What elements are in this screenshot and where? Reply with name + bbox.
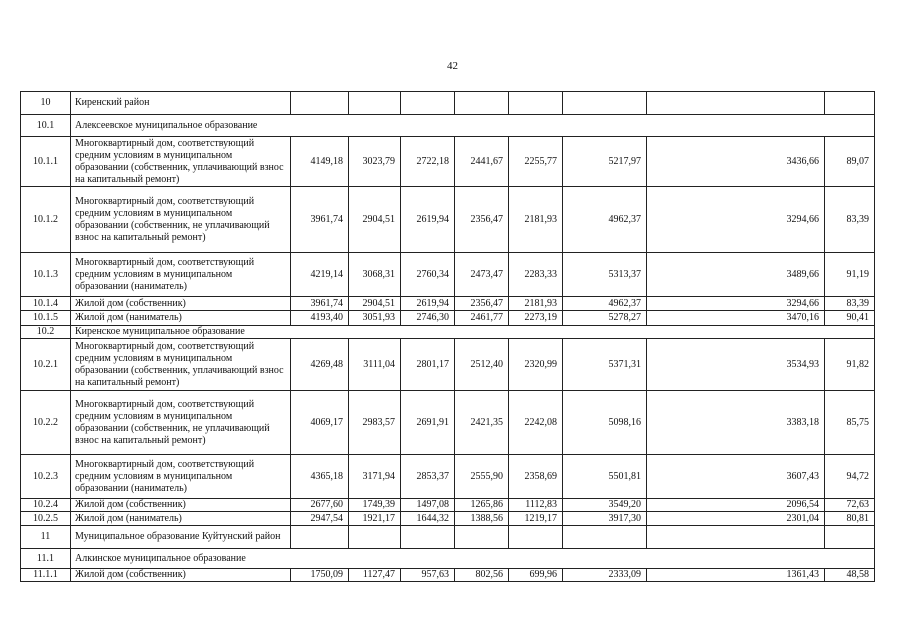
value-cell-col-4: 2555,90 <box>455 455 509 499</box>
empty-cell <box>563 526 647 549</box>
empty-cell <box>291 526 349 549</box>
value-cell-col-7: 3607,43 <box>647 455 825 499</box>
row-name: Многоквартирный дом, соответствующий средним условиям в муниципальном образовании (наниматель) <box>71 253 291 297</box>
empty-cell <box>349 92 401 115</box>
value-cell-col-5: 2255,77 <box>509 137 563 187</box>
row-code: 10.2.5 <box>21 512 71 526</box>
value-cell-col-4: 1388,56 <box>455 512 509 526</box>
value-cell-col-4: 1265,86 <box>455 499 509 512</box>
value-cell-col-1: 4219,14 <box>291 253 349 297</box>
table-row-11-1-1 <box>21 569 875 582</box>
value-cell-col-8: 91,82 <box>825 339 875 391</box>
table-row-10-2 <box>21 326 875 339</box>
value-cell-col-2: 3068,31 <box>349 253 401 297</box>
section-name: Киренское муниципальное образование <box>71 326 875 339</box>
value-cell-col-5: 2283,33 <box>509 253 563 297</box>
value-cell-col-2: 1921,17 <box>349 512 401 526</box>
value-cell-col-4: 2461,77 <box>455 311 509 326</box>
empty-cell <box>647 92 825 115</box>
table-row-10-1-4 <box>21 297 875 311</box>
value-cell-col-6: 5278,27 <box>563 311 647 326</box>
value-cell-col-3: 1497,08 <box>401 499 455 512</box>
table-row-10-2-2 <box>21 391 875 455</box>
value-cell-col-1: 4069,17 <box>291 391 349 455</box>
empty-cell <box>455 92 509 115</box>
value-cell-col-3: 2746,30 <box>401 311 455 326</box>
section-name: Алексеевское муниципальное образование <box>71 115 875 137</box>
row-code: 10 <box>21 92 71 115</box>
value-cell-col-1: 3961,74 <box>291 187 349 253</box>
row-name: Многоквартирный дом, соответствующий средним условиям в муниципальном образовании (наниматель) <box>71 455 291 499</box>
row-code: 11.1.1 <box>21 569 71 582</box>
value-cell-col-2: 2904,51 <box>349 187 401 253</box>
value-cell-col-8: 83,39 <box>825 297 875 311</box>
value-cell-col-3: 2801,17 <box>401 339 455 391</box>
value-cell-col-4: 2473,47 <box>455 253 509 297</box>
value-cell-col-1: 1750,09 <box>291 569 349 582</box>
row-code: 10.1.2 <box>21 187 71 253</box>
value-cell-col-3: 2760,34 <box>401 253 455 297</box>
table-row-10-2-5 <box>21 512 875 526</box>
value-cell-col-8: 83,39 <box>825 187 875 253</box>
empty-cell <box>647 526 825 549</box>
value-cell-col-8: 48,58 <box>825 569 875 582</box>
empty-cell <box>401 526 455 549</box>
value-cell-col-8: 90,41 <box>825 311 875 326</box>
value-cell-col-2: 3023,79 <box>349 137 401 187</box>
table-row-10-2-4 <box>21 499 875 512</box>
value-cell-col-1: 4149,18 <box>291 137 349 187</box>
value-cell-col-7: 3294,66 <box>647 297 825 311</box>
value-cell-col-4: 2512,40 <box>455 339 509 391</box>
value-cell-col-2: 1749,39 <box>349 499 401 512</box>
value-cell-col-1: 4365,18 <box>291 455 349 499</box>
value-cell-col-8: 85,75 <box>825 391 875 455</box>
value-cell-col-1: 4269,48 <box>291 339 349 391</box>
value-cell-col-3: 2853,37 <box>401 455 455 499</box>
row-code: 10.1.3 <box>21 253 71 297</box>
value-cell-col-6: 3549,20 <box>563 499 647 512</box>
value-cell-col-3: 2619,94 <box>401 297 455 311</box>
value-cell-col-6: 5371,31 <box>563 339 647 391</box>
region-name: Киренский район <box>71 92 291 115</box>
value-cell-col-8: 94,72 <box>825 455 875 499</box>
table-row-10 <box>21 92 875 115</box>
empty-cell <box>563 92 647 115</box>
value-cell-col-2: 2983,57 <box>349 391 401 455</box>
table-body <box>21 92 875 582</box>
table-row-10-1-1 <box>21 137 875 187</box>
value-cell-col-5: 699,96 <box>509 569 563 582</box>
row-name: Многоквартирный дом, соответствующий средним условиям в муниципальном образовании (собственник, уплачивающий взнос на капитальный ремонт) <box>71 339 291 391</box>
value-cell-col-1: 2677,60 <box>291 499 349 512</box>
value-cell-col-5: 2358,69 <box>509 455 563 499</box>
value-cell-col-2: 3171,94 <box>349 455 401 499</box>
row-code: 10.1 <box>21 115 71 137</box>
table-row-10-1-2 <box>21 187 875 253</box>
value-cell-col-5: 2273,19 <box>509 311 563 326</box>
value-cell-col-6: 3917,30 <box>563 512 647 526</box>
empty-cell <box>401 92 455 115</box>
value-cell-col-5: 1112,83 <box>509 499 563 512</box>
value-cell-col-7: 3534,93 <box>647 339 825 391</box>
row-code: 10.2.2 <box>21 391 71 455</box>
value-cell-col-5: 2242,08 <box>509 391 563 455</box>
value-cell-col-6: 5313,37 <box>563 253 647 297</box>
value-cell-col-2: 1127,47 <box>349 569 401 582</box>
value-cell-col-4: 2356,47 <box>455 187 509 253</box>
table-row-11 <box>21 526 875 549</box>
value-cell-col-7: 2096,54 <box>647 499 825 512</box>
value-cell-col-4: 2441,67 <box>455 137 509 187</box>
value-cell-col-8: 91,19 <box>825 253 875 297</box>
empty-cell <box>349 526 401 549</box>
row-code: 10.2.3 <box>21 455 71 499</box>
value-cell-col-7: 2301,04 <box>647 512 825 526</box>
empty-cell <box>509 526 563 549</box>
row-code: 10.2.4 <box>21 499 71 512</box>
row-code: 10.1.1 <box>21 137 71 187</box>
value-cell-col-7: 1361,43 <box>647 569 825 582</box>
empty-cell <box>509 92 563 115</box>
value-cell-col-7: 3470,16 <box>647 311 825 326</box>
value-cell-col-7: 3383,18 <box>647 391 825 455</box>
row-code: 10.1.4 <box>21 297 71 311</box>
table-row-10-2-3 <box>21 455 875 499</box>
value-cell-col-1: 4193,40 <box>291 311 349 326</box>
page-number: 42 <box>447 60 458 72</box>
row-name: Жилой дом (наниматель) <box>71 512 291 526</box>
value-cell-col-7: 3294,66 <box>647 187 825 253</box>
value-cell-col-3: 1644,32 <box>401 512 455 526</box>
value-cell-col-5: 2320,99 <box>509 339 563 391</box>
row-name: Жилой дом (наниматель) <box>71 311 291 326</box>
table-row-11-1 <box>21 549 875 569</box>
value-cell-col-4: 2356,47 <box>455 297 509 311</box>
value-cell-col-8: 89,07 <box>825 137 875 187</box>
row-code: 11 <box>21 526 71 549</box>
value-cell-col-6: 4962,37 <box>563 297 647 311</box>
row-name: Жилой дом (собственник) <box>71 297 291 311</box>
region-name: Муниципальное образование Куйтунский район <box>71 526 291 549</box>
empty-cell <box>825 526 875 549</box>
empty-cell <box>825 92 875 115</box>
value-cell-col-8: 80,81 <box>825 512 875 526</box>
value-cell-col-6: 4962,37 <box>563 187 647 253</box>
table-row-10-1-3 <box>21 253 875 297</box>
value-cell-col-4: 802,56 <box>455 569 509 582</box>
row-code: 11.1 <box>21 549 71 569</box>
row-name: Жилой дом (собственник) <box>71 569 291 582</box>
row-name: Многоквартирный дом, соответствующий средним условиям в муниципальном образовании (собственник, не уплачивающий взнос на капитальный ремонт) <box>71 391 291 455</box>
value-cell-col-3: 957,63 <box>401 569 455 582</box>
table-row-10-1 <box>21 115 875 137</box>
value-cell-col-6: 5098,16 <box>563 391 647 455</box>
value-cell-col-8: 72,63 <box>825 499 875 512</box>
row-code: 10.2 <box>21 326 71 339</box>
value-cell-col-7: 3489,66 <box>647 253 825 297</box>
section-name: Алкинское муниципальное образование <box>71 549 875 569</box>
row-code: 10.2.1 <box>21 339 71 391</box>
value-cell-col-3: 2619,94 <box>401 187 455 253</box>
row-code: 10.1.5 <box>21 311 71 326</box>
value-cell-col-2: 3051,93 <box>349 311 401 326</box>
value-cell-col-6: 5501,81 <box>563 455 647 499</box>
row-name: Многоквартирный дом, соответствующий средним условиям в муниципальном образовании (собственник, уплачивающий взнос на капитальный ремонт) <box>71 137 291 187</box>
row-name: Многоквартирный дом, соответствующий средним условиям в муниципальном образовании (собственник, не уплачивающий взнос на капитальный ремонт) <box>71 187 291 253</box>
value-cell-col-7: 3436,66 <box>647 137 825 187</box>
empty-cell <box>291 92 349 115</box>
value-cell-col-5: 2181,93 <box>509 187 563 253</box>
value-cell-col-3: 2691,91 <box>401 391 455 455</box>
table-row-10-2-1 <box>21 339 875 391</box>
value-cell-col-4: 2421,35 <box>455 391 509 455</box>
row-name: Жилой дом (собственник) <box>71 499 291 512</box>
empty-cell <box>455 526 509 549</box>
value-cell-col-5: 2181,93 <box>509 297 563 311</box>
tariff-table <box>20 91 875 582</box>
table-row-10-1-5 <box>21 311 875 326</box>
value-cell-col-6: 5217,97 <box>563 137 647 187</box>
value-cell-col-5: 1219,17 <box>509 512 563 526</box>
value-cell-col-1: 2947,54 <box>291 512 349 526</box>
value-cell-col-1: 3961,74 <box>291 297 349 311</box>
value-cell-col-3: 2722,18 <box>401 137 455 187</box>
value-cell-col-2: 2904,51 <box>349 297 401 311</box>
value-cell-col-2: 3111,04 <box>349 339 401 391</box>
value-cell-col-6: 2333,09 <box>563 569 647 582</box>
